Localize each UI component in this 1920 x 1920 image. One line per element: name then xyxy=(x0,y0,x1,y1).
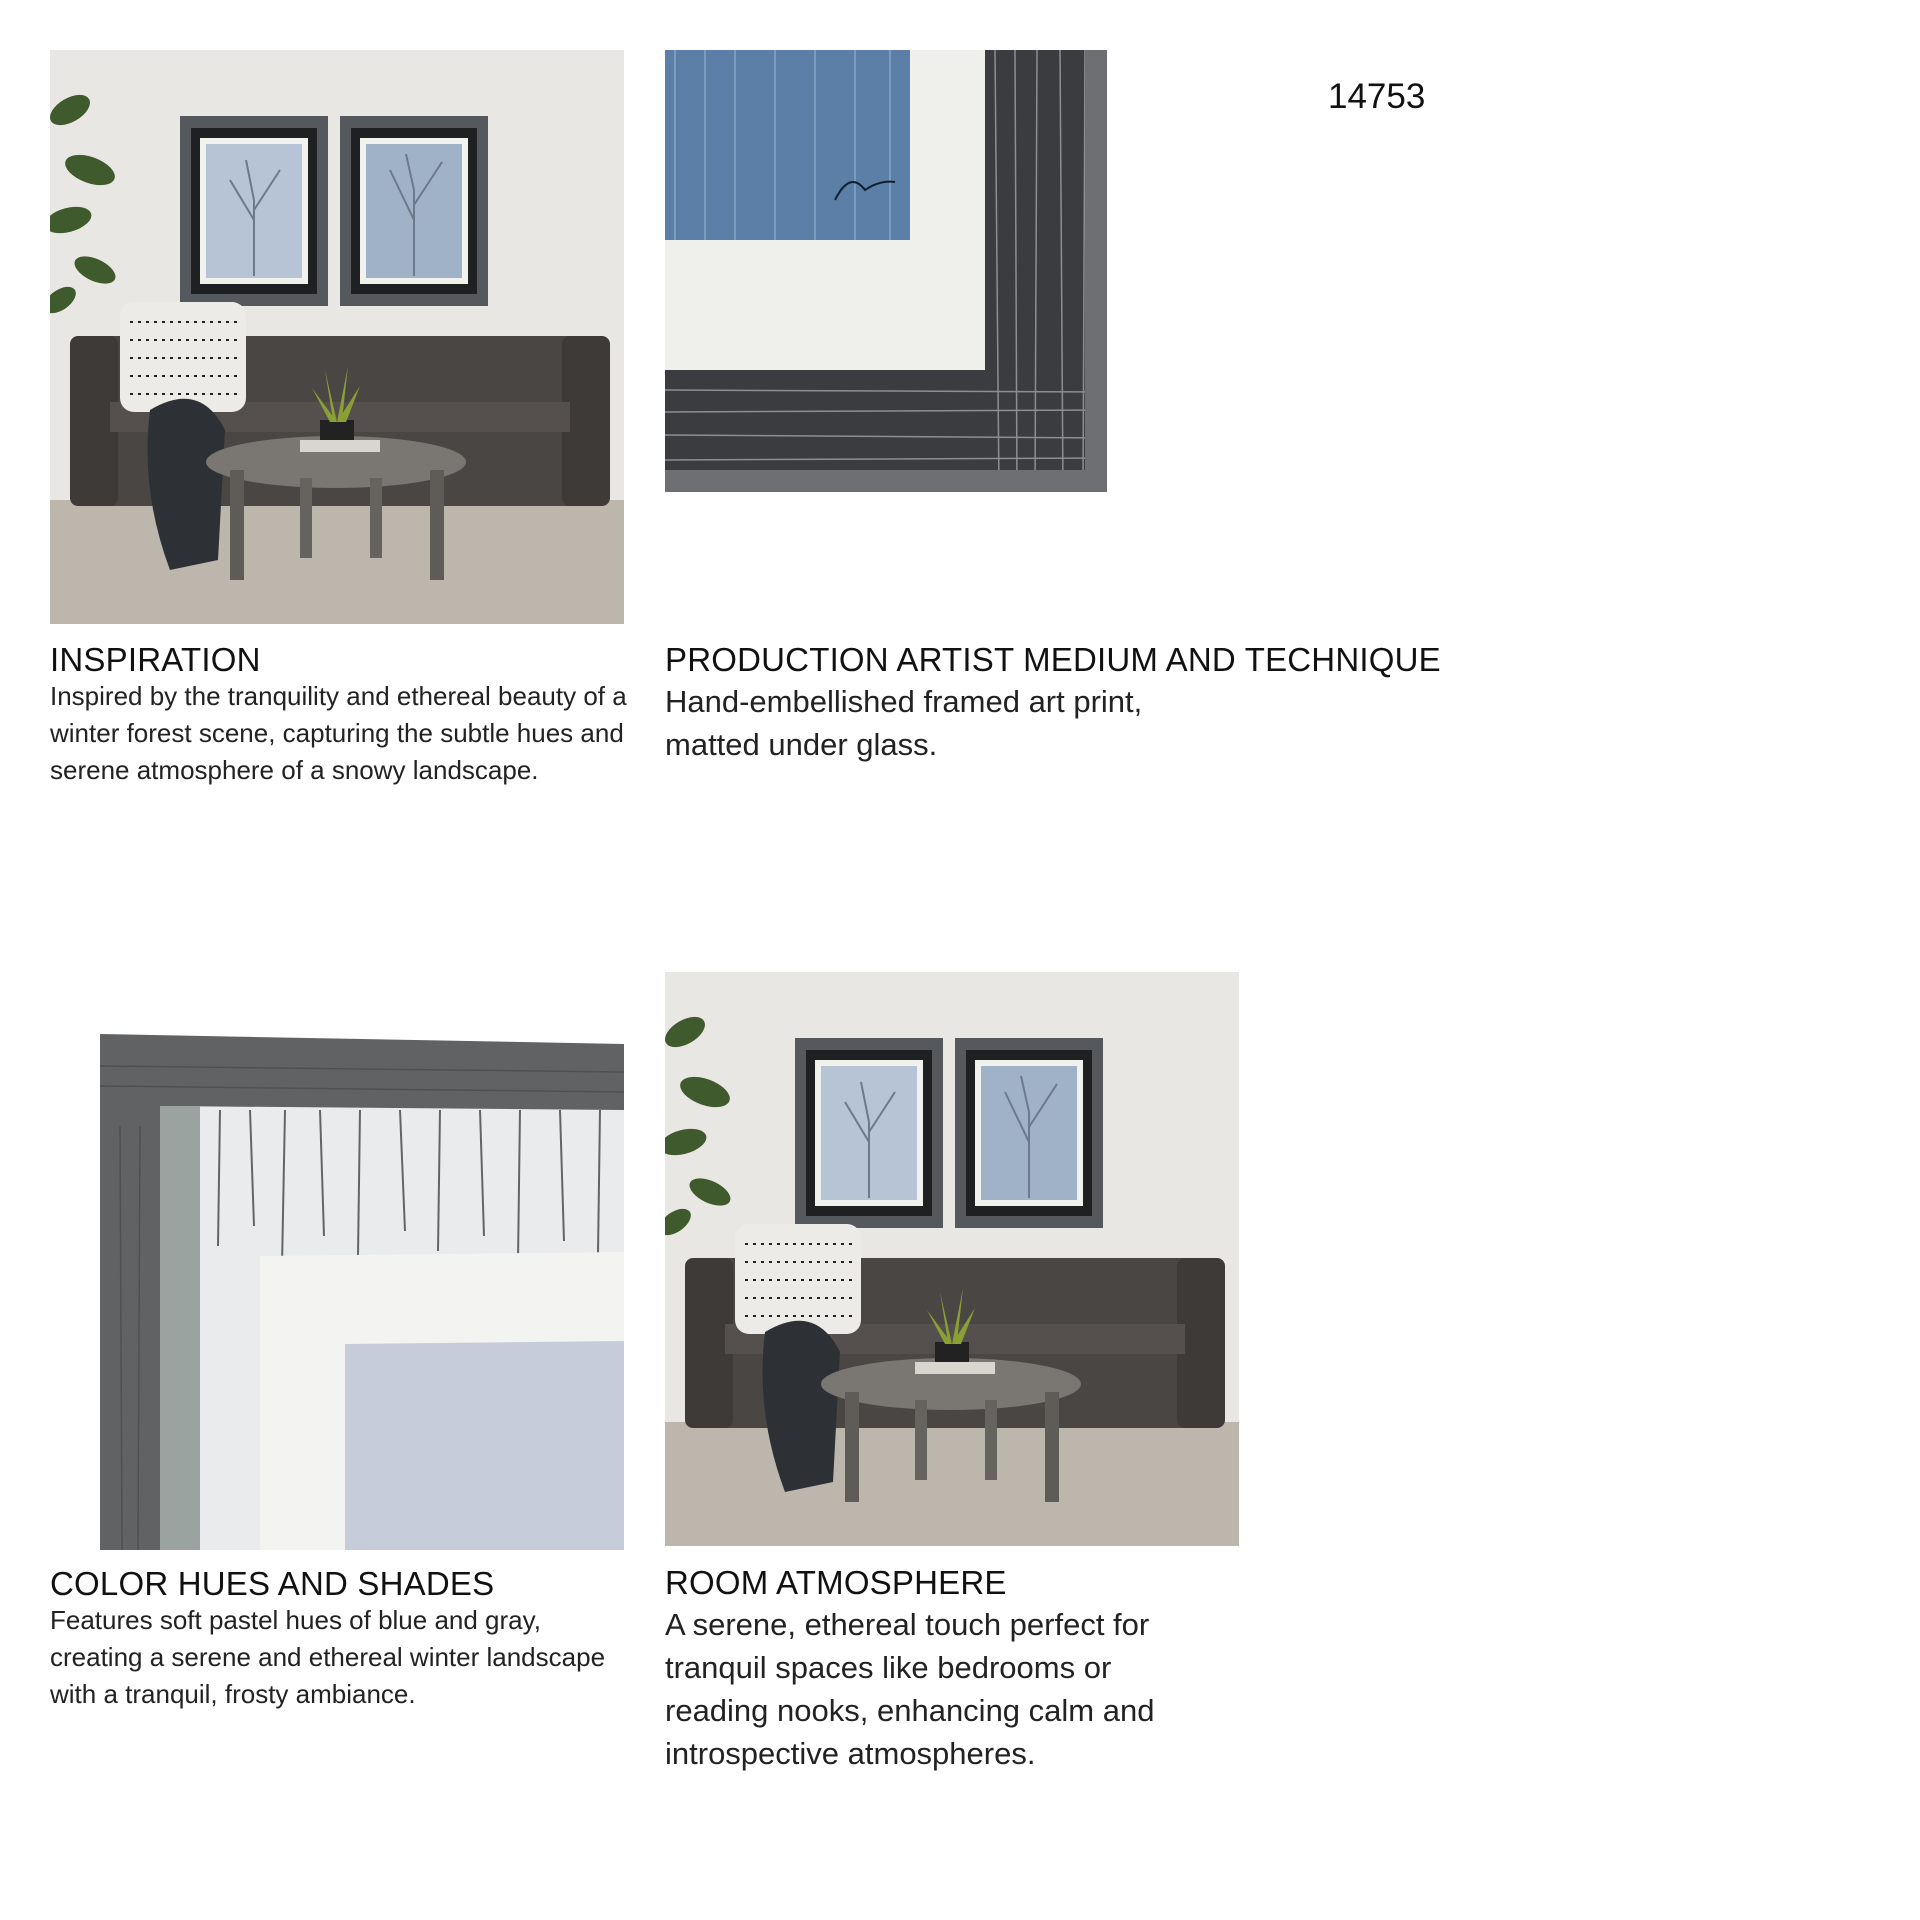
room-atmosphere-image xyxy=(665,972,1239,1546)
product-sku: 14753 xyxy=(1328,77,1426,116)
room-scene-illustration xyxy=(50,50,624,624)
inspiration-body: Inspired by the tranquility and ethereal beauty of a winter forest scene, capturing the subtle hues and serene atmosphere of a snowy landscape. xyxy=(50,681,627,785)
frame-corner-detail-image xyxy=(665,50,1107,492)
inspiration-heading: INSPIRATION xyxy=(50,641,261,678)
room-body: A serene, ethereal touch perfect for tranquil spaces like bedrooms or reading nooks, enhancing calm and introspective atmospheres. xyxy=(665,1607,1155,1771)
production-body: Hand-embellished framed art print, matted under glass. xyxy=(665,684,1143,762)
frame-corner-illustration xyxy=(665,50,1107,492)
color-heading: COLOR HUES AND SHADES xyxy=(50,1565,495,1602)
color-body: Features soft pastel hues of blue and gray, creating a serene and ethereal winter landscape with a tranquil, frosty ambiance. xyxy=(50,1605,606,1709)
room-heading: ROOM ATMOSPHERE xyxy=(665,1564,1007,1601)
frame-texture-detail-image xyxy=(100,1026,624,1550)
frame-texture-illustration xyxy=(100,1026,624,1550)
room-scene-image xyxy=(50,50,624,624)
room-atmosphere-illustration xyxy=(665,972,1239,1546)
production-heading: PRODUCTION ARTIST MEDIUM AND TECHNIQUE xyxy=(665,641,1441,678)
